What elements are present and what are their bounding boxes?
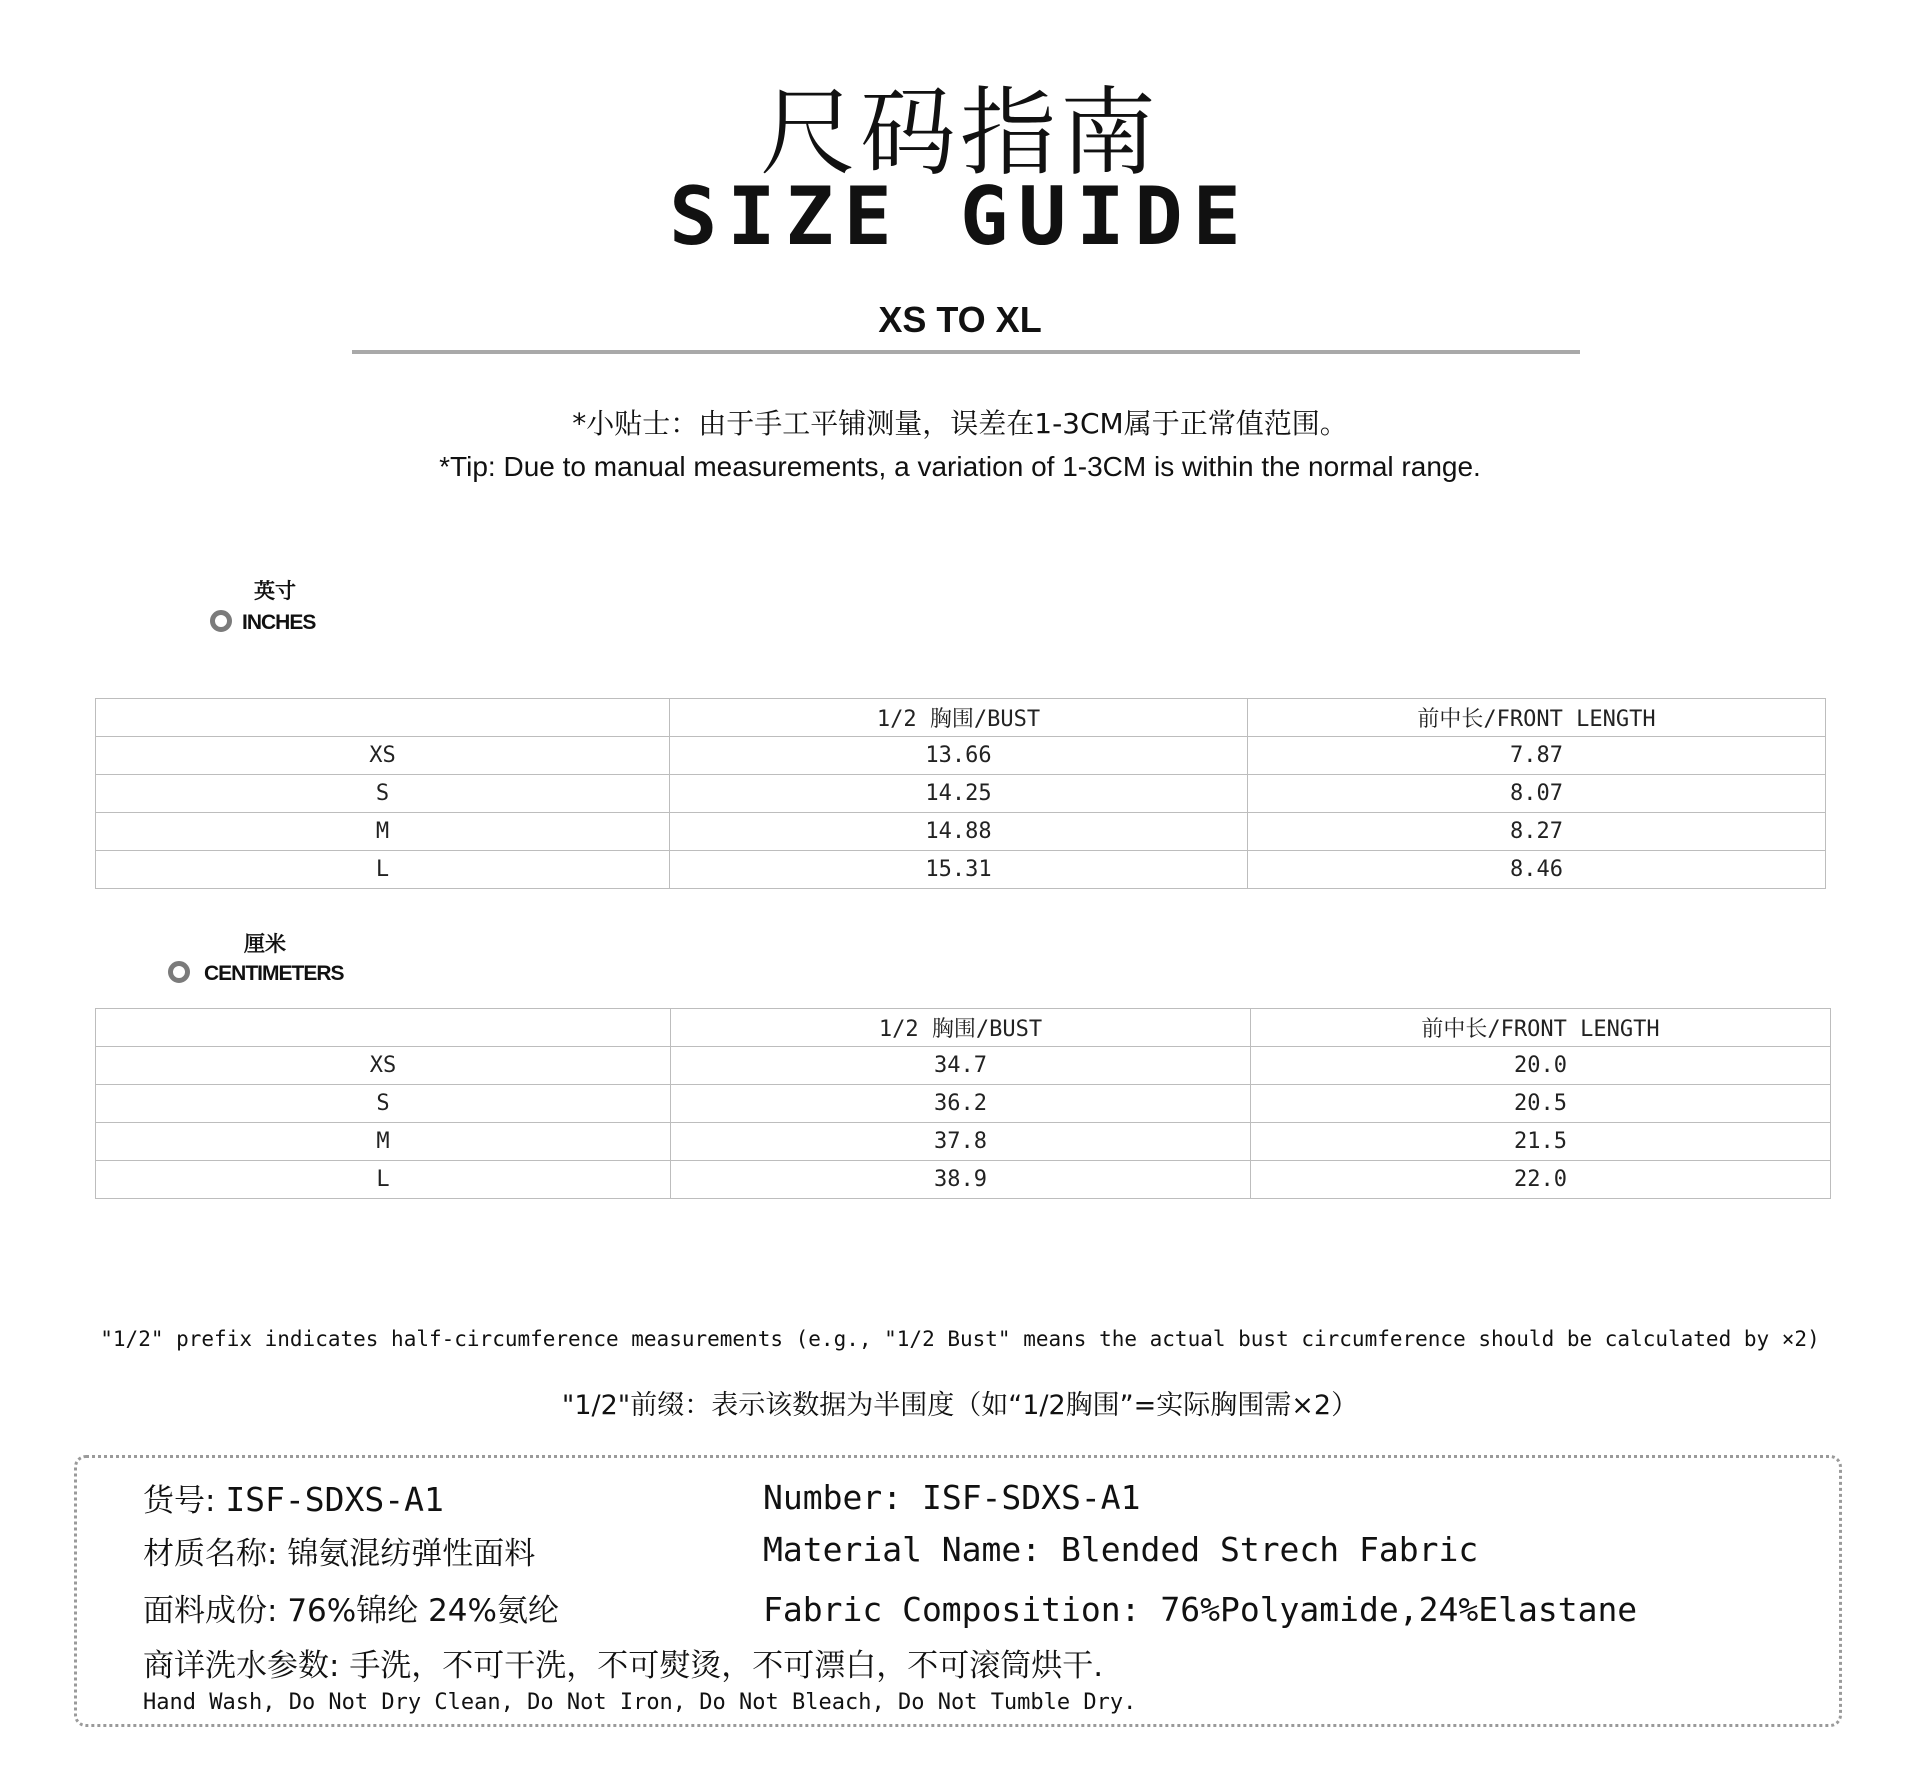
size-cell: M (96, 1123, 671, 1161)
front-length-cell: 21.5 (1251, 1123, 1831, 1161)
table-row (96, 1123, 1831, 1161)
page-title-en: SIZE GUIDE (669, 170, 1251, 263)
page-title-zh: 尺码指南 (760, 77, 1160, 189)
bust-cell: 14.88 (670, 813, 1248, 851)
size-cell: M (96, 813, 670, 851)
tip-text-zh: *小贴士：由于手工平铺测量，误差在1-3CM属于正常值范围。 (572, 407, 1348, 440)
inches-size-table (95, 698, 1826, 889)
tip-text-en: *Tip: Due to manual measurements, a variation of 1-3CM is within the normal range. (439, 451, 1481, 482)
care-zh-label: 商详洗水参数: (143, 1648, 340, 1684)
size-cell: S (96, 1085, 671, 1123)
table-header-cell: 1/2 胸围/BUST (670, 699, 1248, 737)
material-zh-label: 材质名称: (143, 1536, 278, 1572)
product-info-box (74, 1455, 1842, 1727)
front-length-cell: 20.0 (1251, 1047, 1831, 1085)
material-zh (143, 1534, 535, 1574)
table-row (96, 851, 1826, 889)
care-zh (143, 1646, 1103, 1686)
product-number-en (763, 1478, 1141, 1518)
table-row (96, 737, 1826, 775)
bust-cell: 13.66 (670, 737, 1248, 775)
bust-cell: 14.25 (670, 775, 1248, 813)
front-length-cell: 22.0 (1251, 1161, 1831, 1199)
front-length-cell: 7.87 (1248, 737, 1826, 775)
product-number-zh-value: ISF-SDXS-A1 (225, 1480, 444, 1519)
material-zh-value: 锦氨混纺弹性面料 (287, 1536, 536, 1572)
care-en: Hand Wash, Do Not Dry Clean, Do Not Iron, Do Not Bleach, Do Not Tumble Dry. (143, 1690, 1137, 1715)
bust-cell: 34.7 (671, 1047, 1251, 1085)
care-zh-value: 手洗，不可干洗，不可熨烫，不可漂白，不可滚筒烘干. (349, 1648, 1104, 1684)
size-cell: S (96, 775, 670, 813)
product-number-zh-label: 货号: (143, 1483, 216, 1519)
front-length-cell: 8.46 (1248, 851, 1826, 889)
composition-zh-label: 面料成份: (143, 1593, 278, 1629)
bust-cell: 37.8 (671, 1123, 1251, 1161)
front-length-cell: 20.5 (1251, 1085, 1831, 1123)
product-number-en-value: ISF-SDXS-A1 (921, 1478, 1141, 1517)
size-cell: XS (96, 1047, 671, 1085)
product-number-en-label: Number: (763, 1478, 903, 1517)
half-circumference-note-zh: "1/2"前缀：表示该数据为半围度（如“1/2胸围”=实际胸围需×2） (561, 1390, 1359, 1421)
inches-ring-icon (210, 610, 232, 632)
bust-cell: 15.31 (670, 851, 1248, 889)
composition-zh (143, 1591, 559, 1631)
bust-cell: 38.9 (671, 1161, 1251, 1199)
inches-label-zh: 英寸 (254, 578, 296, 603)
front-length-cell: 8.27 (1248, 813, 1826, 851)
table-row (96, 1047, 1831, 1085)
material-en: Material Name: Blended Strech Fabric (763, 1530, 1479, 1569)
table-row (96, 1085, 1831, 1123)
table-header-cell (96, 699, 670, 737)
table-header-cell: 前中长/FRONT LENGTH (1248, 699, 1826, 737)
centimeters-size-table (95, 1008, 1831, 1199)
centimeters-label-en: CENTIMETERS (204, 962, 344, 985)
size-range-heading: XS TO XL (878, 299, 1042, 340)
table-row (96, 1161, 1831, 1199)
size-cell: L (96, 851, 670, 889)
inches-label-en: INCHES (242, 611, 316, 634)
composition-zh-value: 76%锦纶 24%氨纶 (287, 1593, 559, 1629)
half-circumference-note-en: "1/2" prefix indicates half-circumference measurements (e.g., "1/2 Bust" means the actual bust circumference should be calculated by ×2) (100, 1327, 1820, 1351)
table-header-row (96, 1009, 1831, 1047)
centimeters-label-zh: 厘米 (244, 931, 286, 956)
front-length-cell: 8.07 (1248, 775, 1826, 813)
centimeters-ring-icon (168, 961, 190, 983)
table-row (96, 813, 1826, 851)
product-number-zh (143, 1480, 444, 1521)
composition-en: Fabric Composition: 76%Polyamide,24%Elastane (763, 1590, 1638, 1629)
table-row (96, 775, 1826, 813)
bust-cell: 36.2 (671, 1085, 1251, 1123)
table-header-cell: 1/2 胸围/BUST (671, 1009, 1251, 1047)
size-cell: L (96, 1161, 671, 1199)
table-header-cell (96, 1009, 671, 1047)
table-header-row (96, 699, 1826, 737)
size-cell: XS (96, 737, 670, 775)
table-header-cell: 前中长/FRONT LENGTH (1251, 1009, 1831, 1047)
title-divider (352, 350, 1580, 354)
